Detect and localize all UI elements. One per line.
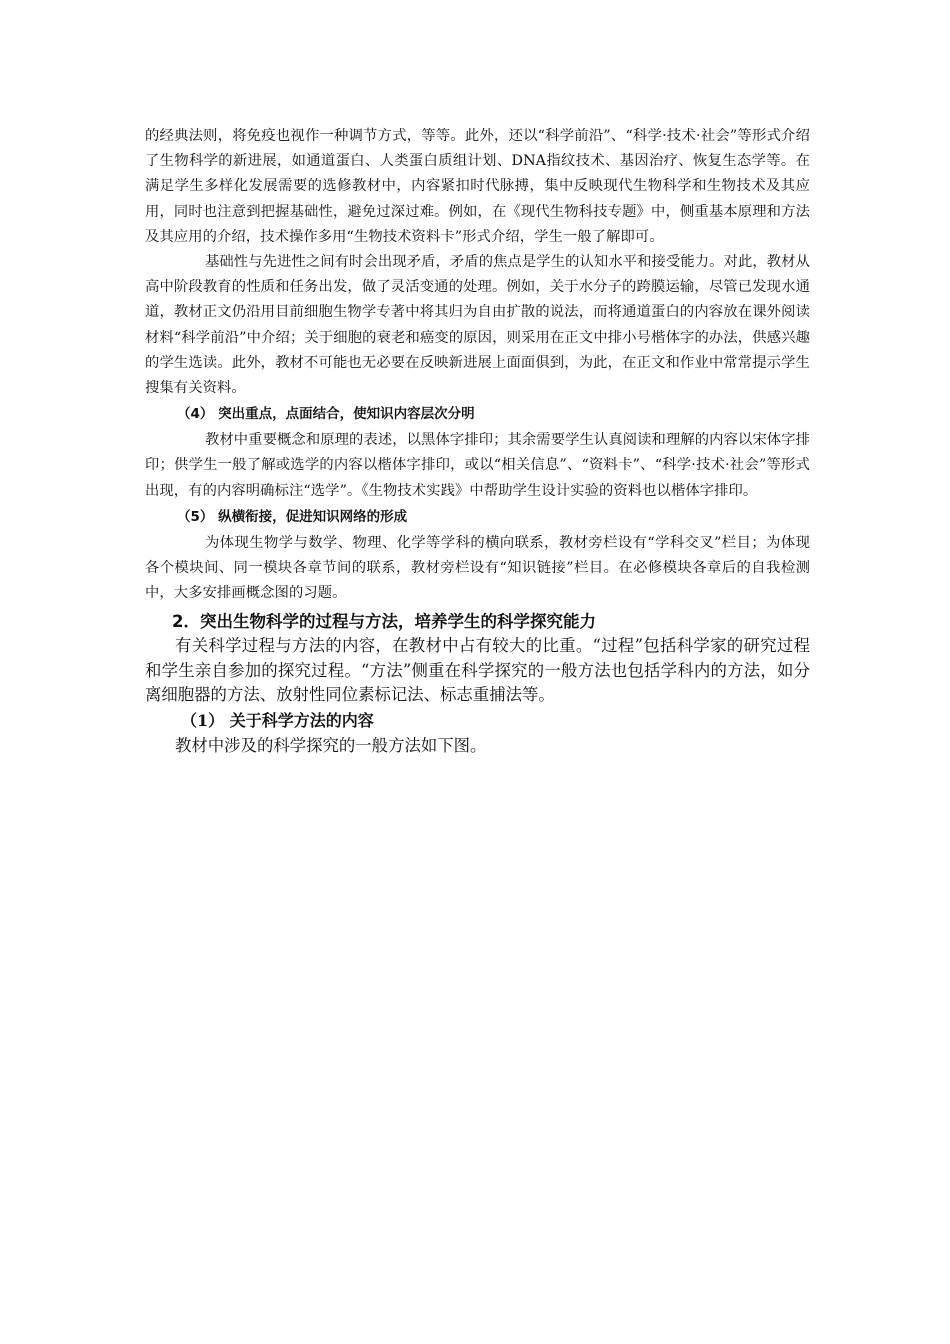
paragraph-figure-intro: 教材中涉及的科学探究的一般方法如下图。 bbox=[175, 736, 487, 756]
paragraph-classic-rules: 的经典法则，将免疫也视作一种调节方式，等等。此外，还以“科学前沿”、“科学·技术·社会”等形式介绍了生物科学的新进展，如通道蛋白、人类蛋白质组计划、DNA指纹技术、基因治疗、恢复生态学等。在满足学生多样化发展需要的选修教材中，内容紧扣时代脉搏，集中反映现代生物科学和生物技术及其应用，同时也注意到把握基础性，避免过深过难。例如，在《现代生物科技专题》中，侧重基本原理和方法及其应用的介绍，技术操作多用“生物技术资料卡”形式介绍，学生一般了解即可。 bbox=[145, 128, 810, 245]
paragraph-typeface-levels: 教材中重要概念和原理的表述，以黑体字排印；其余需要学生认真阅读和理解的内容以宋体字排印；供学生一般了解或选学的内容以楷体字排印，或以“相关信息”、“资料卡”、“科学·技术·社会”等形式出现，有的内容明确标注“选学”。《生物技术实践》中帮助学生设计实验的资料也以楷体字排印。 bbox=[145, 432, 810, 499]
heading-highlight-key-points: （4） 突出重点，点面结合，使知识内容层次分明 bbox=[177, 406, 475, 423]
heading-scientific-method-content: （1） 关于科学方法的内容 bbox=[181, 711, 374, 731]
paragraph-basic-vs-advanced: 基础性与先进性之间有时会出现矛盾，矛盾的焦点是学生的认知水平和接受能力。对此，教材从高中阶段教育的性质和任务出发，做了灵活变通的处理。例如，关于水分子的跨膜运输，尽管已发现水通道，教材正文仍沿用目前细胞生物学专著中将其归为自由扩散的说法，而将通道蛋白的内容放在课外阅读材料“科学前沿”中介绍；关于细胞的衰老和癌变的原因，则采用在正文中排小号楷体字的办法，供感兴趣的学生选读。此外，教材不可能也无必要在反映新进展上面面俱到，为此，在正文和作业中常常提示学生搜集有关资料。 bbox=[145, 254, 810, 397]
heading-process-and-method: 2．突出生物科学的过程与方法，培养学生的科学探究能力 bbox=[172, 612, 596, 632]
document-body bbox=[145, 124, 810, 758]
paragraph-scientific-process: 有关科学过程与方法的内容，在教材中占有较大的比重。“过程”包括科学家的研究过程和学生亲自参加的探究过程。“方法”侧重在科学探究的一般方法也包括学科内的方法，如分离细胞器的方法、放射性同位素标记法、标志重捕法等。 bbox=[145, 636, 810, 704]
paragraph-cross-disciplinary: 为体现生物学与数学、物理、化学等学科的横向联系，教材旁栏设有“学科交叉”栏目；为体现各个模块间、同一模块各章节间的联系，教材旁栏设有“知识链接”栏目。在必修模块各章后的自我检测中，大多安排画概念图的习题。 bbox=[145, 534, 810, 602]
heading-knowledge-network: （5） 纵横衔接，促进知识网络的形成 bbox=[177, 508, 408, 525]
